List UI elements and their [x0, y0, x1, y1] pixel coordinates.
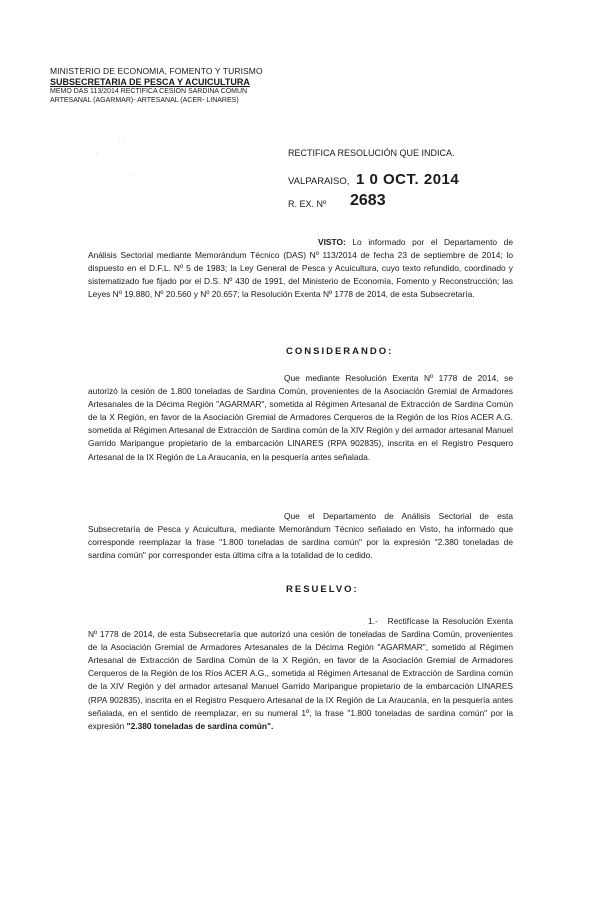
- ministry-name: MINISTERIO DE ECONOMIA, FOMENTO Y TURISMO: [50, 66, 263, 76]
- resuelvo-text: Rectifícase la Resolución Exenta Nº 1778 de 2014, de esta Subsecretaría que autorizó una cesión de toneladas de Sardina Común, provenientes de la Asociación Gremial de Armadores Artesanales de la Décima Región "AGARMAR", sometido al Régimen Artesanal de Extracción de Sardina Común de la X Región, en favor de la Asociación Gremial de Armadores Cerqueros de la Región de los Ríos ACER A.G., sometida al Régimen Artesanal de Extracción de Sardina común de la XIV Región y del armador artesanal Manuel Garrido Maripangue propietario de la embarcación LINARES (RPA 902835), inscrita en el Registro Pesquero Artesanal de la IX Región de La Araucanía, en la pesquería antes señalada, en el sentido de reemplazar, en su numeral 1º, la frase "1.800 toneladas de sardina común" por la expresión: [88, 616, 514, 731]
- rex-number: 2683: [350, 192, 386, 209]
- seal-mark: ·: [132, 172, 135, 179]
- place-label: VALPARAISO,: [288, 176, 350, 187]
- rex-label: R. EX. Nº: [288, 199, 327, 209]
- considerando-paragraph-2: Que el Departamento de Análisis Sectorial de esta Subsecretaría de Pesca y Acuicultura, mediante Memorándum Técnico señalado en Visto, ha informado que corresponde reemplazar la frase "1.800 toneladas de sardina común" por la expresión "2.380 toneladas de sardina común" por corresponder esta última cifra a la totalidad de lo cedido.: [88, 511, 513, 561]
- seal-mark: ·: [96, 150, 99, 157]
- resuelvo-emphasis: "2.380 toneladas de sardina común".: [126, 720, 274, 731]
- seal-mark: · ·: [118, 138, 125, 145]
- reference-line: RECTIFICA RESOLUCIÓN QUE INDICA.: [288, 148, 455, 158]
- resuelvo-number: 1.-: [368, 616, 378, 626]
- visto-label: VISTO:: [318, 237, 346, 247]
- letterhead: [50, 66, 290, 105]
- subsecretaria-name: SUBSECRETARIA DE PESCA Y ACUICULTURA: [50, 77, 250, 87]
- visto-paragraph: [88, 236, 513, 301]
- visto-text: Lo informado por el Departamento de Análisis Sectorial mediante Memorándum Técnico (DAS) Nº 113/2014 de fecha 23 de septiembre de 2014; lo dispuesto en el D.F.L. Nº 5 de 1983; la Ley General de Pesca y Acuicultura, cuyo texto refundido, coordinado y sistematizado fue fijado por el D.S. Nº 430 de 1991, del Ministerio de Economía, Fomento y Reconstrucción; las Leyes Nº 19.880, Nº 20.560 y Nº 20.657; la Resolución Exenta Nº 1778 de 2014, de esta Subsecretaría.: [88, 237, 513, 300]
- considerando-paragraph-1: Que mediante Resolución Exenta Nº 1778 de 2014, se autorizó la cesión de 1.800 toneladas de Sardina Común, provenientes de la Asociación Gremial de Armadores Artesanales de la Décima Región "AGARMAR", sometida al Régimen Artesanal de Extracción de Sardina Común de la X Región, en favor de la Asociación Gremial de Armadores Cerqueros de la Región de los Ríos ACER A.G. sometida al Régimen Artesanal de Extracción de Sardina común de la XIV Región y del armador artesanal Manuel Garrido Maripangue propietario de la embarcación LINARES (RPA 902835), inscrita en el Registro Pesquero Artesanal de la IX Región de La Araucanía, en la pesquería antes señalada.: [88, 373, 513, 462]
- considerando-title: CONSIDERANDO:: [286, 346, 394, 357]
- resuelvo-title: RESUELVO:: [286, 584, 359, 595]
- memo-line-1: MEMO DAS 113/2014 RECTIFICA CESION SARDINA COMUN: [50, 88, 248, 95]
- date-stamp: 1 0 OCT. 2014: [356, 171, 460, 188]
- resuelvo-paragraph-1: [88, 615, 513, 733]
- memo-line-2: ARTESANAL (AGARMAR)- ARTESANAL (ACER- LINARES): [50, 97, 239, 104]
